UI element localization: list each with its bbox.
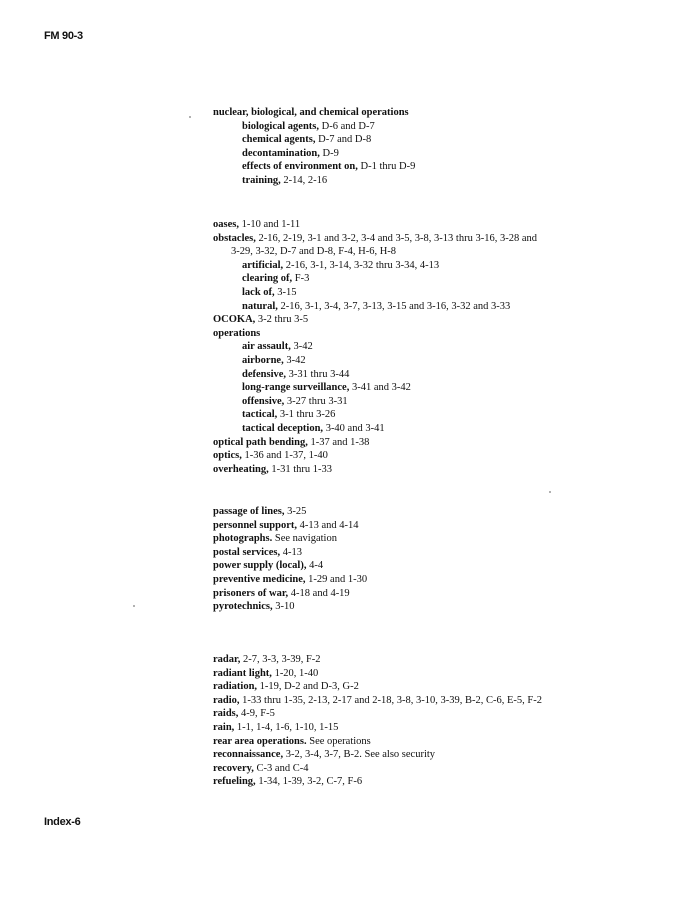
page-references: 2-7, 3-3, 3-39, F-2 <box>240 654 321 665</box>
scan-speck <box>133 605 135 607</box>
index-entry <box>213 505 573 519</box>
index-group-r <box>213 653 573 789</box>
index-term: defensive, <box>242 368 287 380</box>
index-term: air assault, <box>242 341 291 353</box>
index-term: clearing of, <box>242 273 293 285</box>
index-term: artificial, <box>242 259 284 271</box>
index-term: chemical agents, <box>242 134 316 146</box>
page-references: F-3 <box>292 273 310 285</box>
page-references: 1-33 thru 1-35, 2-13, 2-17 and 2-18, 3-8, 3-10, 3-39, B-2, C-6, E-5, F-2 <box>239 694 542 706</box>
index-entry <box>213 600 573 614</box>
page-references: C-3 and C-4 <box>253 762 309 774</box>
page-references: D-6 and D-7 <box>319 120 375 132</box>
index-term: offensive, <box>242 395 285 407</box>
index-subentry <box>213 174 573 188</box>
scan-speck <box>189 116 191 118</box>
page-references: 3-1 thru 3-26 <box>277 409 336 421</box>
index-term: passage of lines, <box>213 506 285 517</box>
index-entry <box>213 748 573 762</box>
index-term: prisoners of war, <box>213 587 289 599</box>
page-references: 3-42 <box>283 354 306 366</box>
page-number: Index-6 <box>44 816 81 828</box>
index-term: nuclear, biological, and chemical operations <box>213 107 409 118</box>
index-term: refueling, <box>213 776 256 788</box>
index-subentry <box>213 354 573 368</box>
index-subentry <box>213 272 573 286</box>
index-entry <box>213 694 573 708</box>
page-references: 3-29, 3-32, D-7 and D-8, F-4, H-6, H-8 <box>231 246 397 258</box>
page-references: 3-42 <box>290 341 313 353</box>
index-term: long-range surveillance, <box>242 382 350 394</box>
index-term: optics, <box>213 450 242 462</box>
page-references: 4-9, F-5 <box>238 708 275 720</box>
page-references: D-1 thru D-9 <box>357 161 416 173</box>
index-subentry <box>213 286 573 300</box>
index-entry <box>213 106 573 120</box>
index-entry <box>213 735 573 749</box>
page-references: 3-2, 3-4, 3-7, B-2. See also security <box>283 749 436 761</box>
index-subentry <box>213 340 573 354</box>
index-subentry <box>213 147 573 161</box>
index-subentry <box>213 395 573 409</box>
index-entry <box>213 667 573 681</box>
index-term: radar, <box>213 654 241 665</box>
index-term: pyrotechnics, <box>213 601 273 613</box>
page-references: 1-10 and 1-11 <box>238 219 301 230</box>
index-term: personnel support, <box>213 519 298 531</box>
page-references: 3-27 thru 3-31 <box>284 395 348 407</box>
index-subentry <box>213 368 573 382</box>
index-entry <box>213 218 573 232</box>
index-entry <box>213 546 573 560</box>
index-term: postal services, <box>213 546 281 558</box>
index-term: natural, <box>242 300 278 312</box>
page-references: 3-10 <box>272 601 295 613</box>
index-term: decontamination, <box>242 147 320 159</box>
page-references: 2-16, 3-1, 3-4, 3-7, 3-13, 3-15 and 3-16, 3-32 and 3-33 <box>277 300 511 312</box>
page-references: 1-36 and 1-37, 1-40 <box>241 450 328 462</box>
index-entry <box>213 721 573 735</box>
index-term: power supply (local), <box>213 560 307 572</box>
page-references: 3-15 <box>274 286 297 298</box>
index-entry <box>213 449 573 463</box>
index-term: tactical deception, <box>242 422 324 434</box>
index-term: raids, <box>213 708 239 720</box>
index-entry <box>213 463 573 477</box>
index-term: biological agents, <box>242 120 320 132</box>
index-term: radiation, <box>213 681 258 693</box>
page-references: 3-40 and 3-41 <box>323 422 385 434</box>
page-references: 3-2 thru 3-5 <box>255 314 309 326</box>
page-references: 4-13 and 4-14 <box>297 519 359 531</box>
page-references: 1-34, 1-39, 3-2, C-7, F-6 <box>255 776 363 788</box>
page-references: 1-20, 1-40 <box>271 667 319 679</box>
page-references: See navigation <box>272 533 337 545</box>
index-term: overheating, <box>213 463 269 475</box>
index-term: reconnaissance, <box>213 749 284 761</box>
index-subentry <box>213 120 573 134</box>
index-term: OCOKA, <box>213 314 256 326</box>
index-term: lack of, <box>242 286 275 298</box>
page-references: 3-41 and 3-42 <box>349 382 411 394</box>
index-term: tactical, <box>242 409 278 421</box>
index-entry <box>213 653 573 667</box>
index-term: radiant light, <box>213 667 272 679</box>
page-references: D-7 and D-8 <box>315 134 372 146</box>
page-references: 1-19, D-2 and D-3, G-2 <box>257 681 359 693</box>
index-entry <box>213 559 573 573</box>
running-header: FM 90-3 <box>44 30 83 42</box>
index-entry <box>213 573 573 587</box>
page-references: 4-4 <box>306 560 324 572</box>
page-references: 1-1, 1-4, 1-6, 1-10, 1-15 <box>234 721 339 733</box>
index-entry <box>213 587 573 601</box>
page-references: 2-16, 3-1, 3-14, 3-32 thru 3-34, 4-13 <box>283 259 440 271</box>
page-references: 1-37 and 1-38 <box>307 436 370 448</box>
index-group-p <box>213 505 573 614</box>
index-term: operations <box>213 327 261 339</box>
index-group-n <box>213 106 573 188</box>
page-references: 1-29 and 1-30 <box>305 573 368 585</box>
page-references: 4-13 <box>280 546 302 558</box>
index-subentry <box>213 259 573 273</box>
index-subentry <box>213 408 573 422</box>
index-term: photographs. <box>213 533 273 545</box>
index-term: oases, <box>213 219 239 230</box>
index-group-o <box>213 218 573 476</box>
index-subentry <box>213 160 573 174</box>
index-term: effects of environment on, <box>242 161 358 173</box>
index-entry <box>213 519 573 533</box>
scan-speck <box>549 491 551 493</box>
index-term: obstacles, <box>213 232 256 244</box>
index-term: rear area operations. <box>213 735 307 747</box>
index-term: training, <box>242 174 281 186</box>
page-references: 2-16, 2-19, 3-1 and 3-2, 3-4 and 3-5, 3-8, 3-13 thru 3-16, 3-28 and <box>255 232 537 244</box>
index-term: optical path bending, <box>213 436 308 448</box>
index-term: rain, <box>213 721 235 733</box>
index-entry <box>213 775 573 789</box>
index-subentry <box>213 381 573 395</box>
page-references: 3-31 thru 3-44 <box>286 368 350 380</box>
index-term: recovery, <box>213 762 254 774</box>
index-term: airborne, <box>242 354 284 366</box>
index-entry <box>213 707 573 721</box>
index-entry <box>213 680 573 694</box>
page-references: See operations <box>306 735 371 747</box>
index-subentry <box>213 300 573 314</box>
page-references: 3-25 <box>284 506 307 517</box>
index-entry <box>213 313 573 327</box>
index-entry <box>213 232 573 246</box>
page-references: 1-31 thru 1-33 <box>268 463 332 475</box>
index-entry <box>213 327 573 341</box>
index-subentry <box>213 133 573 147</box>
page-references: 4-18 and 4-19 <box>288 587 350 599</box>
page-references: 2-14, 2-16 <box>280 174 328 186</box>
index-entry <box>213 532 573 546</box>
index-subentry <box>213 422 573 436</box>
index-term: preventive medicine, <box>213 573 306 585</box>
page-references: D-9 <box>319 147 339 159</box>
index-entry-continuation <box>213 245 573 259</box>
index-term: radio, <box>213 694 240 706</box>
index-entry <box>213 436 573 450</box>
index-entry <box>213 762 573 776</box>
